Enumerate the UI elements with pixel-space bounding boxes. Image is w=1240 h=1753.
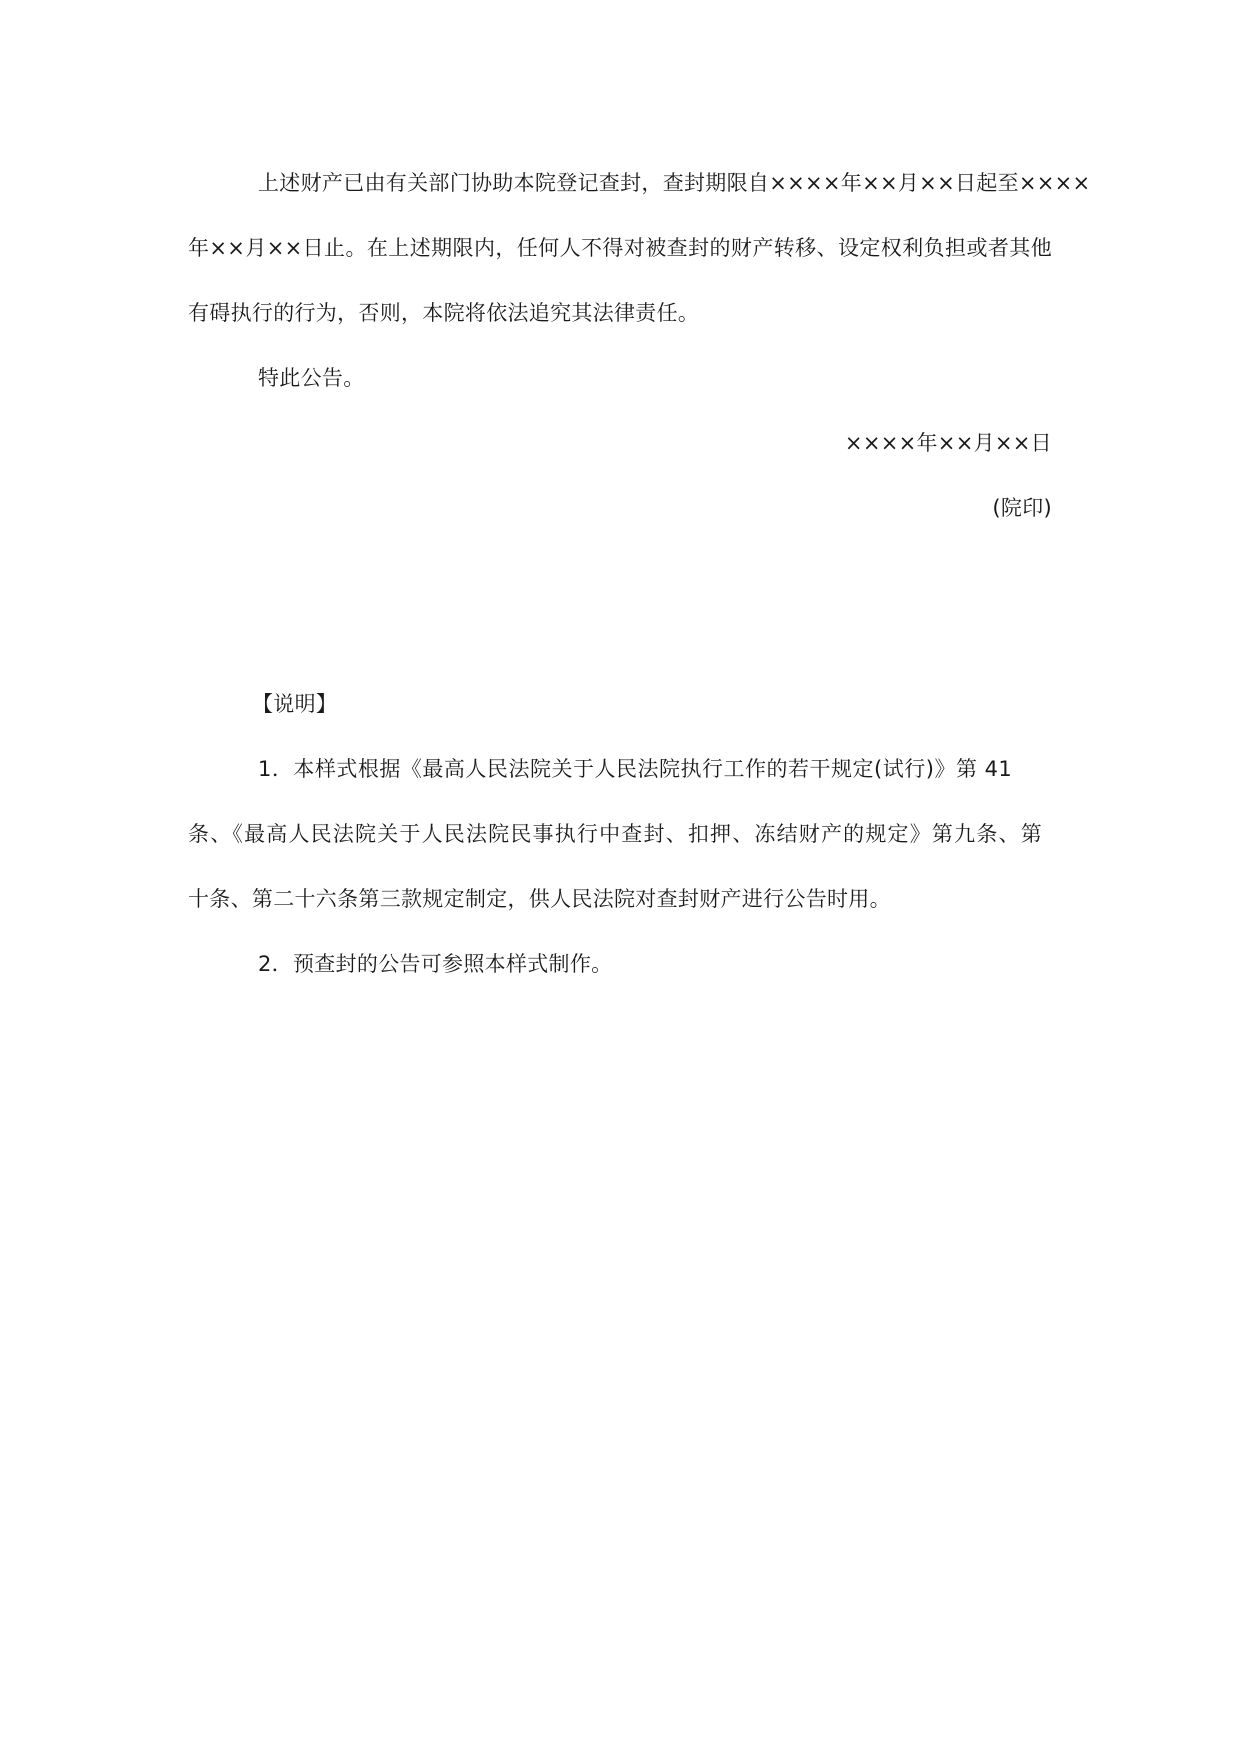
explanation-item-1-line-2: 条、《最高人民法院关于人民法院民事执行中查封、扣押、冻结财产的规定》第九条、第 [188,822,1042,846]
court-seal-label: (院印) [992,496,1052,520]
notice-date: ××××年××月××日 [844,431,1052,455]
explanation-heading: 【说明】 [252,692,338,716]
explanation-item-2: 2．预查封的公告可参照本样式制作。 [258,952,613,976]
closing-text: 特此公告。 [258,366,365,390]
explanation-item-1-line-1: 1．本样式根据《最高人民法院关于人民法院执行工作的若干规定(试行)》第 41 [258,757,1012,781]
explanation-item-1-line-3: 十条、第二十六条第三款规定制定，供人民法院对查封财产进行公告时用。 [188,887,891,911]
notice-paragraph-line-2: 年××月××日止。在上述期限内，任何人不得对被查封的财产转移、设定权利负担或者其他 [188,236,1052,260]
notice-paragraph-line-3: 有碍执行的行为，否则，本院将依法追究其法律责任。 [188,301,700,325]
notice-paragraph-line-1: 上述财产已由有关部门协助本院登记查封，查封期限自××××年××月××日起至×××× [258,171,1091,195]
